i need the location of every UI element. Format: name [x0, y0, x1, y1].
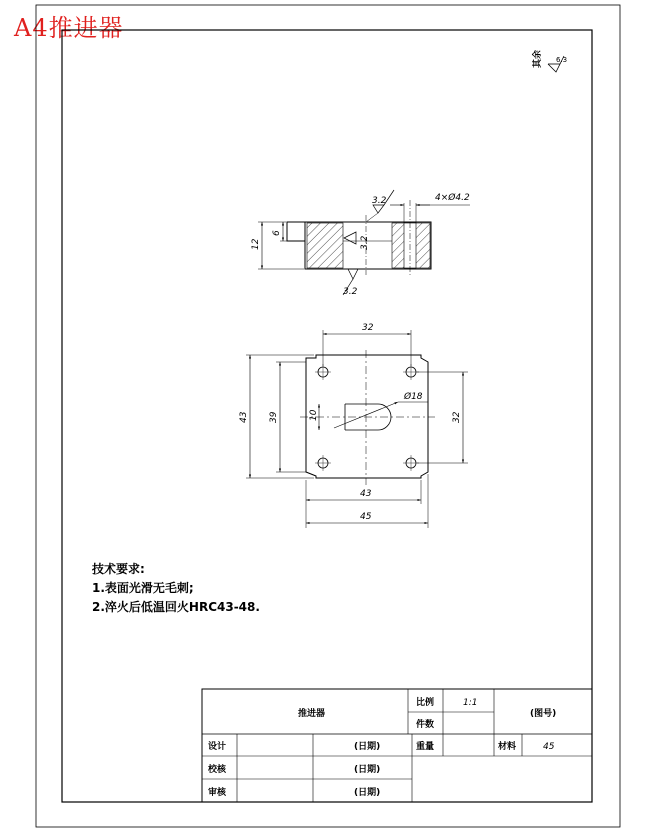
technical-requirements [92, 560, 260, 617]
material-label: 材料 [498, 742, 517, 752]
scale-value: 1:1 [463, 698, 478, 708]
review-date: (日期) [354, 788, 381, 798]
roughness-bottom-value: 3.2 [343, 287, 358, 297]
inner-border [62, 30, 592, 802]
dim-width-inner: 43 [360, 489, 372, 499]
title-block-text [207, 696, 556, 798]
dim-hole-spacing-x: 32 [362, 323, 374, 333]
drawing-number: (图号) [530, 709, 557, 719]
design-label: 设计 [208, 742, 227, 752]
check-date: (日期) [354, 765, 381, 775]
dim-width-outer: 45 [360, 512, 372, 522]
dim-diameter: Ø18 [404, 392, 423, 402]
dim-height-outer: 43 [239, 411, 249, 423]
requirement-item-1: 1.表面光滑无毛刺; [92, 581, 194, 595]
hole-callout: 4×Ø4.2 [435, 193, 470, 203]
dim-slot-width: 10 [309, 409, 319, 421]
part-name: 推进器 [298, 709, 326, 719]
dim-section-step: 6 [272, 230, 282, 236]
general-roughness-value: 6.3 [556, 56, 568, 64]
section-view [251, 190, 470, 297]
technical-requirements-heading: 技术要求: [92, 562, 145, 576]
count-label: 件数 [416, 720, 435, 730]
requirement-item-2: 2.淬火后低温回火HRC43-48. [92, 600, 260, 614]
dim-hole-spacing-y: 32 [452, 411, 462, 423]
plan-view [239, 323, 468, 528]
title-block [202, 689, 592, 802]
outer-border [36, 5, 620, 827]
scale-label: 比例 [416, 698, 435, 708]
design-date: (日期) [354, 742, 381, 752]
check-label: 校核 [208, 765, 227, 775]
dim-section-height: 12 [251, 238, 261, 250]
sheet-size-label: A4推进器 [14, 14, 124, 42]
weight-label: 重量 [416, 742, 435, 752]
roughness-mid-value: 3.2 [360, 235, 370, 250]
roughness-top-value: 3.2 [372, 196, 387, 206]
review-label: 审核 [208, 788, 227, 798]
general-roughness-symbol [531, 50, 567, 72]
material-value: 45 [543, 742, 555, 752]
general-roughness-prefix: 其余 [533, 49, 543, 68]
dim-height-inner: 39 [269, 411, 279, 423]
